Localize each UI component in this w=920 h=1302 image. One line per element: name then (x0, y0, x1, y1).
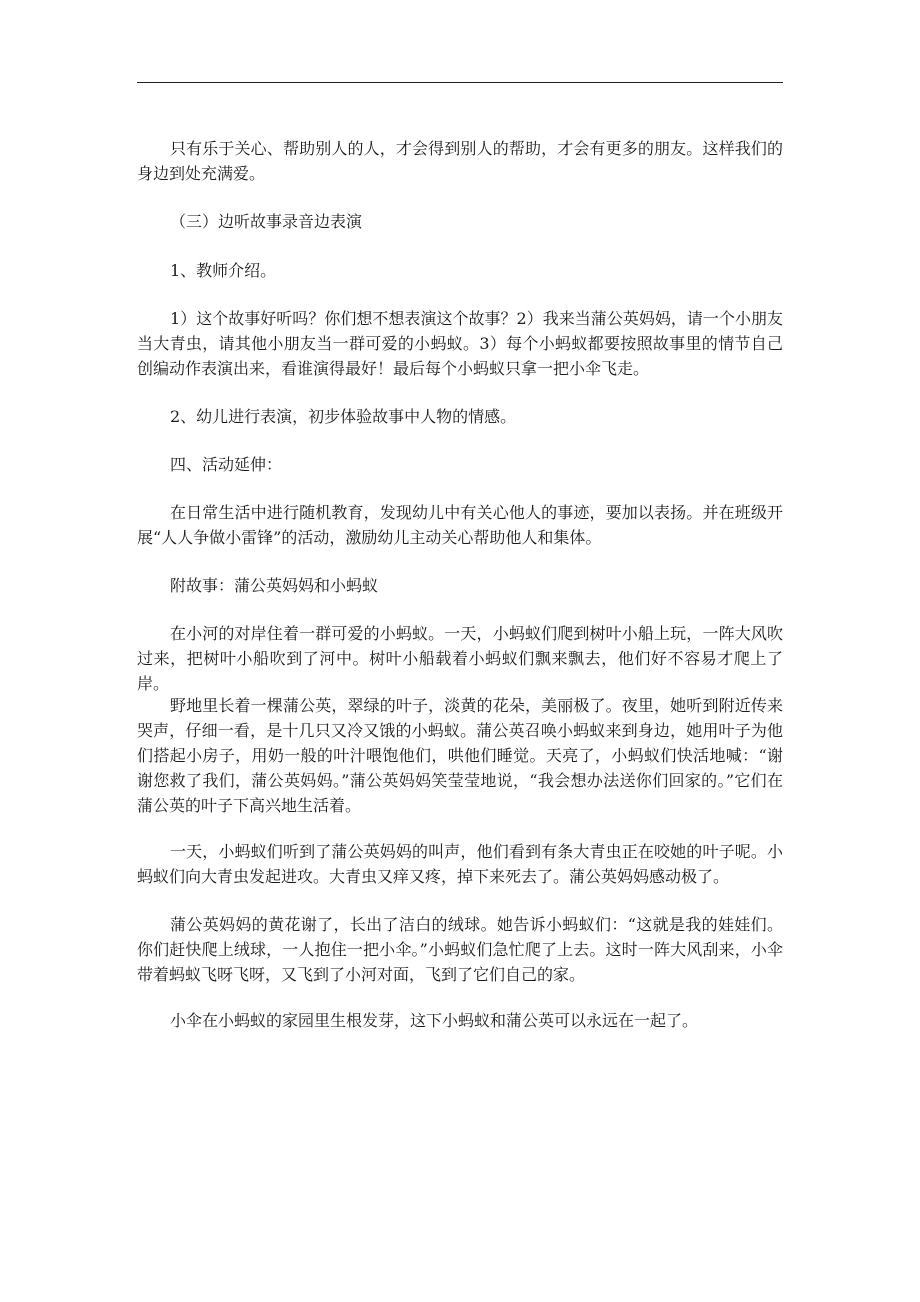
heading-teacher-intro: 1、教师介绍。 (170, 261, 277, 280)
paragraph-children-perform: 2、幼儿进行表演，初步体验故事中人物的情感。 (170, 407, 517, 426)
story-paragraph-5: 小伞在小蚂蚁的家园里生根发芽，这下小蚂蚁和蒲公英可以永远在一起了。 (170, 1011, 699, 1030)
story-paragraph-3: 一天，小蚂蚁们听到了蒲公英妈妈的叫声，他们看到有条大青虫正在咬她的叶子呢。小蚂蚁们向大青虫发起进攻。大青虫又痒又疼，掉下来死去了。蒲公英妈妈感动极了。 (137, 842, 783, 886)
story-paragraph-1: 在小河的对岸住着一群可爱的小蚂蚁。一天，小蚂蚁们爬到树叶小船上玩，一阵大风吹过来，把树叶小船吹到了河中。树叶小船载着小蚂蚁们飘来飘去，他们好不容易才爬上了岸。 (137, 624, 783, 693)
header-rule (137, 82, 783, 83)
story-paragraph-2: 野地里长着一棵蒲公英，翠绿的叶子，淡黄的花朵，美丽极了。夜里，她听到附近传来哭声，仔细一看，是十几只又冷又饿的小蚂蚁。蒲公英召唤小蚂蚁来到身边，她用叶子为他们搭起小房子，用奶一般的叶汁喂饱他们，哄他们睡觉。天亮了，小蚂蚁们快活地喊：“谢谢您救了我们，蒲公英妈妈。”蒲公英妈妈笑莹莹地说，“我会想办法送你们回家的。”它们在蒲公英的叶子下高兴地生活着。 (137, 696, 783, 815)
paragraph-activity-extension: 在日常生活中进行随机教育，发现幼儿中有关心他人的事迹，要加以表扬。并在班级开展“人人争做小雷锋”的活动，激励幼儿主动关心帮助他人和集体。 (137, 503, 783, 547)
heading-activity-extension: 四、活动延伸： (170, 455, 283, 474)
story-paragraph-4: 蒲公英妈妈的黄花谢了，长出了洁白的绒球。她告诉小蚂蚁们：“这就是我的娃娃们。你们赶快爬上绒球，一人抱住一把小伞。”小蚂蚁们急忙爬了上去。这时一阵大风刮来，小伞带着蚂蚁飞呀飞呀，又飞到了小河对面，飞到了它们自己的家。 (137, 915, 783, 984)
paragraph-conclusion: 只有乐于关心、帮助别人的人，才会得到别人的帮助，才会有更多的朋友。这样我们的身边到处充满爱。 (137, 139, 783, 183)
heading-section-three: （三）边听故事录音边表演 (170, 212, 363, 231)
heading-appended-story: 附故事：蒲公英妈妈和小蚂蚁 (170, 576, 379, 595)
paragraph-teacher-intro: 1）这个故事好听吗？你们想不想表演这个故事？2）我来当蒲公英妈妈，请一个小朋友当大青虫，请其他小朋友当一群可爱的小蚂蚁。3）每个小蚂蚁都要按照故事里的情节自己创编动作表演出来，看谁演得最好！最后每个小蚂蚁只拿一把小伞飞走。 (137, 309, 783, 378)
